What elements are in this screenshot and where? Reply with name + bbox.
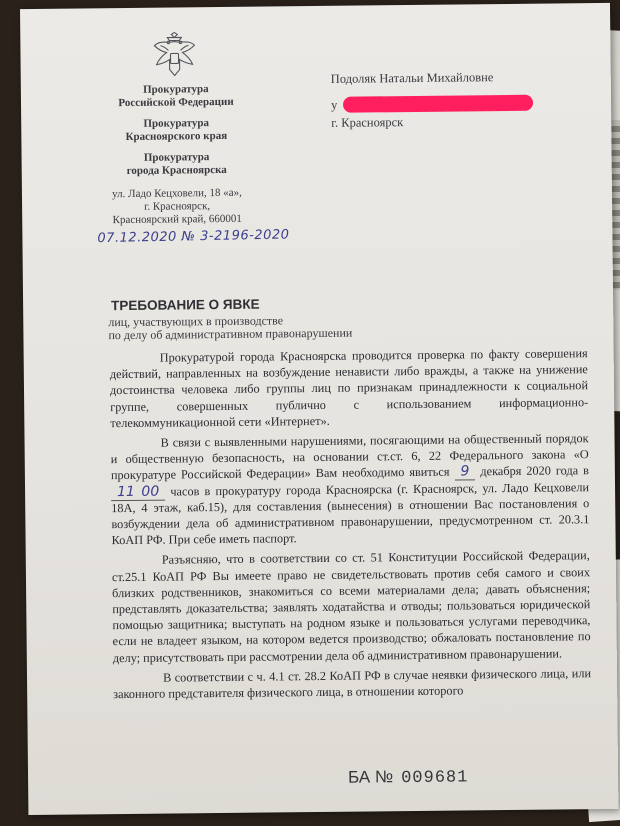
paragraph-non-appearance: В соответствии с ч. 4.1 ст. 28.2 КоАП РФ в случае неявки физического лица, или законного представителя физического лица, в отношении которого: [113, 666, 592, 702]
recipient-name: Подоляк Натальи Михайловне: [330, 70, 494, 86]
document-subtitle: [108, 314, 352, 343]
sender-address-line: Красноярский край, 660001: [112, 212, 242, 227]
summons-text-a: В связи с выявленными нарушениями, посягающими на общественный порядок и общественную безопасность, на основании ст.ст. 6, 22 Федерального закона «О прокуратуре Российской Федерации» Вам необходимо явиться: [110, 431, 589, 483]
sender-line: Прокуратура: [143, 83, 209, 96]
handwritten-day: 9: [454, 464, 475, 481]
summons-text-b: декабря 2020 года в: [480, 463, 589, 479]
serial-number: [348, 766, 469, 788]
sender-address: [82, 186, 272, 227]
document-title: ТРЕБОВАНИЕ О ЯВКЕ: [111, 296, 260, 314]
subtitle-line: по делу об административном правонарушении: [108, 325, 353, 343]
sender-line: Прокуратура: [143, 151, 210, 164]
subtitle-line: лиц, участвующих в производстве: [108, 313, 284, 330]
sender-line: Российской Федерации: [118, 95, 234, 110]
sender-line: Красноярского края: [125, 129, 228, 143]
double-headed-eagle-emblem-icon: [150, 31, 198, 78]
serial-prefix: БА №: [347, 767, 394, 787]
document-body: [110, 345, 592, 706]
sender-address-line: ул. Ладо Кецховели, 18 «а»,: [112, 186, 242, 201]
paragraph-inspection: Прокуратурой города Красноярска проводится проверка по факту совершения действий, направленных на возбуждение ненависти либо вражды, а также на унижение достоинства человека либо группы лиц по признакам принадлежности к социальной группе, совершенных публично с использованием информационно-телекоммуникационной сети «Интернет».: [109, 346, 589, 430]
sender-address-line: г. Красноярск,: [143, 200, 211, 213]
sender-line: Прокуратура: [143, 117, 210, 130]
sender-line: города Красноярска: [126, 163, 227, 177]
handwritten-time: 11 00: [111, 483, 165, 501]
sender-organization: [81, 82, 272, 186]
paragraph-rights: Разъясняю, что в соответствии со ст. 51 Конституции Российской Федерации, ст.25.1 КоАП РФ Вы имеете право не свидетельствовать против себя самого и своих близких родственников, знакомиться со всеми материалами дела; давать объяснения; представлять доказательства; заявлять ходатайства и отводы; пользоваться юридической помощью защитника; выступать на родном языке и пользоваться услугами переводчика, если не владеет языком, на котором ведется производство; обжаловать постановление по делу; присутствовать при рассмотрении дела об административном правонарушении.: [111, 548, 591, 665]
redaction-mark: [343, 95, 533, 113]
recipient-address: [331, 94, 494, 114]
recipient-address-prefix: у: [330, 97, 338, 112]
handwritten-reference-number: 07.12.2020 № 3-2196-2020: [97, 227, 290, 247]
recipient-block: [331, 68, 494, 132]
summons-text-c: часов в прокуратуру города Красноярска (г. Красноярск, ул. Ладо Кецховели 18А, 4 этаж, каб.15), для составления (вынесения) в отношении Вас постановления о возбуждении дела об административном правонарушении, предусмотренном ст. 20.3.1 КоАП РФ. При себе иметь паспорт.: [111, 479, 590, 548]
paragraph-summons: [110, 430, 589, 548]
recipient-city: г. Красноярск: [331, 115, 404, 130]
serial-digits: 009681: [401, 768, 469, 789]
document-sheet: [20, 3, 618, 815]
